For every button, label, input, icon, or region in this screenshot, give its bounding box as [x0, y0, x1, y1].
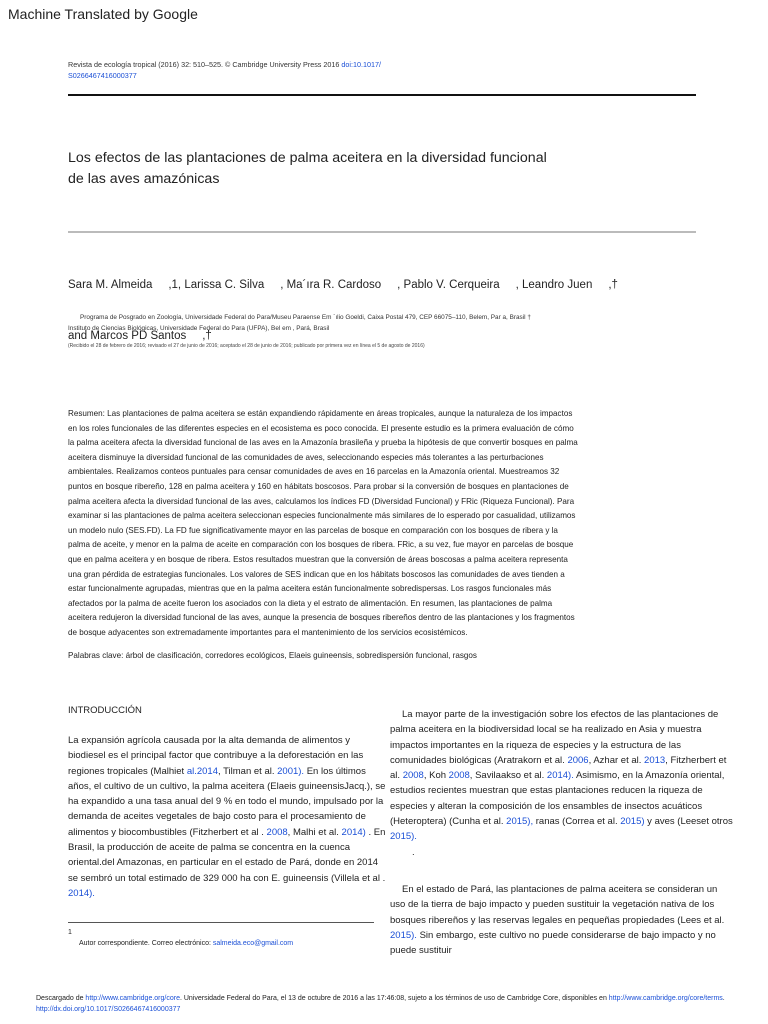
abstract-line: palma aceitera afecta la diversidad funcional de las aves, calculamos los índices FD (Diversidad Funcional) y FRic (Riqueza Funcional). Para — [68, 496, 575, 506]
citation-link[interactable]: al.2014 — [186, 765, 218, 777]
left-column — [68, 733, 388, 901]
download-footer — [36, 993, 756, 1015]
abstract-line: estar funcionalmente agrupadas, mientras que en la palma aceitera están funcionalmente sobredispersas. Los rasgos funcionales más — [68, 584, 552, 594]
citation-link[interactable]: 2014) — [341, 826, 366, 838]
intro-paragraph-1 — [68, 733, 388, 901]
text: , Azhar et al. — [588, 754, 645, 766]
stray-dot: . — [412, 846, 415, 858]
text: , Malhi et al. — [287, 826, 342, 838]
text: La mayor parte de la investigación sobre los efectos de las plantaciones de palma aceitera en la biodiversidad local se ha realizado en Asia y muestra impactos importantes en la riqueza de especies y la estructura de las comunidades biológicas (Aratrakorn et al. — [390, 709, 719, 766]
abstract-line: ambientales. Realizamos conteos puntuales para censar comunidades de aves en 16 parcelas en la Amazonía oriental. Muestreamos 32 — [68, 467, 560, 477]
text: . En Brasil, la producción de aceite de palma se concentra en la cuenca oriental.del Amazonas, en particular en el estado de Pará, donde en 2014 se sembró un total estimado de 329 000 ha con E. guineensis (Villela et al . — [68, 826, 386, 884]
brand-label: Machine Translated by Google — [8, 6, 198, 22]
abstract-line: Resumen: Las plantaciones de palma aceitera se están expandiendo rápidamente en áreas tropicales, aunque la naturaleza de los impactos — [68, 409, 573, 418]
abstract-line: en los roles funcionales de las diferentes especies en el ecosistema es poco conocida. El presente estudio es la primera evaluación de cómo — [68, 423, 574, 433]
right-column — [390, 707, 735, 958]
article-title — [68, 148, 668, 190]
abstract-line: una gran pérdida de estrategias funcionales. Los valores de SES indican que en los hábitats boscosos las comunidades de aves tienden a — [68, 569, 565, 579]
affiliation-2: Instituto de Ciencias Biológicas, Universidade Federal do Para (UFPA), Bel em , Pará, Brasil — [68, 325, 330, 332]
abstract-line: aceitera redujeron la diversidad funcional de las aves, aunque la presencia de bosques ribereños dentro de las plantaciones y los fragmentos — [68, 613, 575, 623]
text: y aves (Leeset otros — [644, 816, 733, 828]
abstract-line: puntos en bosque ribereño, 128 en palma aceitera y 160 en hábitats boscosos. Para probar si la conversión de bosques en plantaciones de — [68, 481, 569, 491]
title-line-1: Los efectos de las plantaciones de palma aceitera en la diversidad funcional — [68, 150, 547, 166]
cambridge-core-link[interactable]: http://www.cambridge.org/core — [85, 995, 180, 1002]
affiliation-1: Programa de Posgrado en Zoología, Universidade Federal do Para/Museu Paraense Em ´ılio Goeldi, Caixa Postal 479, CEP 66075–110, Belem, Par a, Brasil † — [80, 314, 531, 321]
abstract — [68, 407, 696, 641]
citation-link[interactable]: 2015). — [390, 831, 417, 843]
text: En el estado de Pará, las plantaciones de palma aceitera se consideran un uso de la tierra de bajo impacto y pueden sustituir la vegetación nativa de los bosques ribereños y las reservas legales en pequeñas propiedades (Lees et al. — [390, 883, 725, 926]
abstract-line: que en palma aceitera y en bosque de ribera. Estos resultados muestran que la conversión de áreas boscosas a palma aceitera representa — [68, 554, 568, 564]
citation-link[interactable]: 2015) — [620, 816, 645, 828]
text: , Savilaakso et al. — [469, 770, 547, 782]
text: La expansión agrícola causada por la alta demanda de alimentos y biodiesel es el principal factor que contribuye a la deforestación en las regiones tropicales (Malhiet — [68, 735, 364, 777]
text: Sin embargo, este cultivo no puede considerarse de bajo impacto y no puede sustituir — [390, 929, 716, 957]
doi-footer-link[interactable]: http://dx.doi.org/10.1017/S0266467416000377 — [36, 1006, 181, 1013]
abstract-line: la palma aceitera afecta la diversidad funcional de las aves en la Amazonía brasileña y prueba la hipótesis de que convertir bosques en palma — [68, 438, 578, 448]
abstract-line: un modelo nulo (SES.FD). La FD fue significativamente mayor en las parcelas de bosque en comparación con los bosques de ribera y la — [68, 525, 558, 535]
text: ranas (Correa et al. — [533, 816, 621, 828]
abstract-line: afectados por la palma de aceite fueron los asociados con la dieta y el estrato de alimentación. En resumen, las plantaciones de palma — [68, 598, 553, 608]
citation-text: Revista de ecología tropical (2016) 32: 510–525. © Cambridge University Press 2016 — [68, 60, 342, 69]
abstract-line: palma de aceite, y menor en la palma de aceite en comparación con los bosques de ribera. FRic, a su vez, fue mayor en parcelas de bosque — [68, 540, 574, 550]
text: , Koh — [423, 770, 449, 782]
text: . Universidade Federal do Para, el 13 de octubre de 2016 a las 17:46:08, sujeto a los términos de uso de Cambridge Core, disponibles en — [179, 995, 609, 1002]
authors-line-2: and Marcos PD Santos ,† — [68, 330, 212, 342]
footnote — [68, 927, 378, 949]
citation-link[interactable]: 2015). — [390, 929, 417, 941]
citation-link[interactable]: 2008 — [402, 770, 424, 782]
footnote-rule — [68, 922, 374, 923]
text: Descargado de — [36, 995, 86, 1002]
header-rule — [68, 94, 696, 96]
footnote-text — [68, 938, 378, 949]
affiliations — [68, 312, 708, 334]
received-dates: (Recibido el 28 de febrero de 2016; revisado el 27 de junio de 2016; aceptado el 28 de junio de 2016; publicado por primera vez en línea el 5 de agosto de 2016) — [68, 343, 425, 349]
abstract-line: de bosque adyacentes son extremadamente importantes para el mantenimiento de los servicios ecosistémicos. — [68, 627, 468, 637]
authors-line-1: Sara M. Almeida ,1, Larissa C. Silva , Ma´ıra R. Cardoso , Pablo V. Cerqueira , Leandro Juen ,† — [68, 279, 618, 291]
abstract-line: examinar si las plantaciones de palma aceitera seleccionan especies funcionalmente más similares de lo esperado por casualidad, utilizamos — [68, 511, 576, 521]
citation-link[interactable]: 2014). — [546, 770, 574, 782]
citation-link[interactable]: 2013 — [644, 754, 666, 766]
citation-link[interactable]: 2008 — [448, 770, 470, 782]
citation-link[interactable]: 2015), — [506, 816, 534, 828]
email-link[interactable]: salmeida.eco@gmail.com — [212, 940, 294, 947]
keywords: Palabras clave: árbol de clasificación, corredores ecológicos, Elaeis guineensis, sobredispersión funcional, rasgos — [68, 651, 477, 660]
terms-link[interactable]: http://www.cambridge.org/core/terms — [608, 995, 723, 1002]
doi-link-cont[interactable]: S0266467416000377 — [68, 71, 137, 80]
paragraph-3 — [390, 882, 735, 958]
doi-link[interactable]: doi:10.1017/ — [341, 60, 381, 69]
text: Autor correspondiente. Correo electrónico: — [79, 940, 213, 947]
text: , Tilman et al. — [217, 765, 278, 777]
journal-citation — [68, 59, 468, 81]
paragraph-2 — [390, 707, 735, 860]
citation-link[interactable]: 2014). — [68, 887, 95, 899]
abstract-line: aceitera disminuye la diversidad funcional de las comunidades de aves, seleccionando especies más tolerantes a las perturbaciones — [68, 452, 544, 462]
citation-link[interactable]: 2001). — [277, 765, 305, 777]
title-rule — [68, 231, 696, 233]
citation-link[interactable]: 2006 — [567, 754, 589, 766]
text: Asimismo, en la Amazonía oriental, estudios recientes muestran que estas plantaciones reducen la riqueza de especies y alteran la composición de los ensambles de insectos acuáticos (Heteroptera) (Cunha et al. — [390, 770, 725, 828]
text: , Fitzherbert et al. — [390, 754, 727, 782]
citation-link[interactable]: 2008 — [266, 826, 288, 838]
footnote-mark: 1 — [68, 929, 72, 936]
section-heading-introduction: INTRODUCCIÓN — [68, 705, 142, 716]
title-line-2: de las aves amazónicas — [68, 171, 220, 187]
text: . — [722, 995, 725, 1002]
text: En los últimos años, el cultivo de un cultivo, la palma aceitera (Elaeis guineensisJacq.), se ha expandido a una tasa anual del 9 % en todo el mundo, impulsado por la demanda de aceites vegetales de bajo costo para el procesamiento de alimentos y biocombustibles (Fitzherbert et al . — [68, 765, 386, 838]
